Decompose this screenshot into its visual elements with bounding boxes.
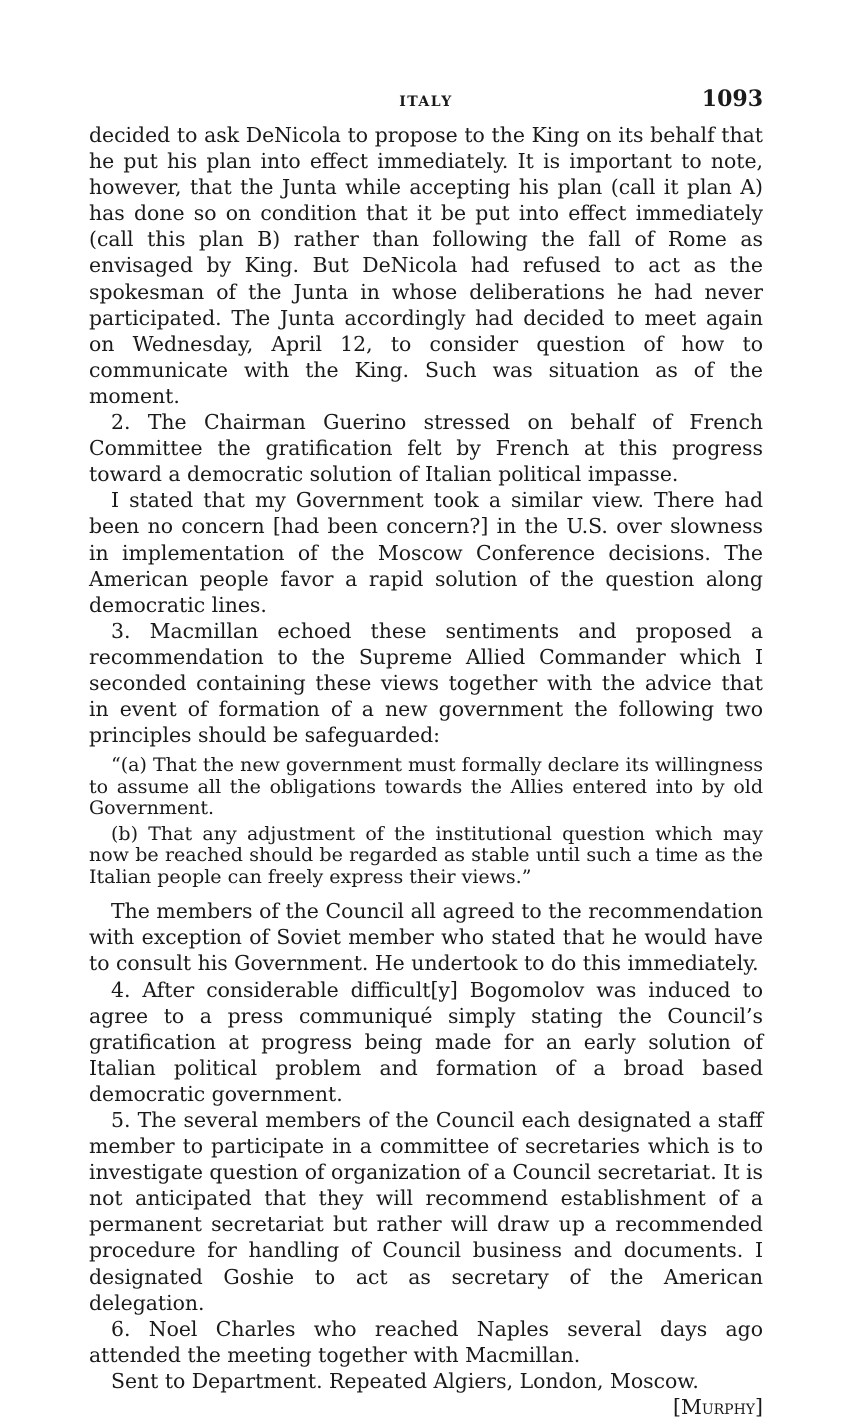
quote-item-a: “(a) That the new government must formally declare its willingness to assume all the obligations towards the Allies entered into by old Government. (89, 754, 763, 820)
body-text-continued (89, 898, 763, 1394)
paragraph-4: 4. After considerable difficult[y] Bogomolov was induced to agree to a press communiqué simply stating the Council’s gratification at progress being made for an early solution of Italian political problem and formation of a broad based democratic government. (89, 977, 763, 1106)
quote-item-b: (b) That any adjustment of the institutional question which may now be reached should be regarded as stable until such a time as the Italian people can freely express their views.” (89, 822, 763, 888)
section-title: ITALY (399, 94, 453, 110)
paragraph-5: 5. The several members of the Council each designated a staff member to participate in a committee of secretaries which is to investigate question of organization of a Council secretariat. It is not anticipated that they will recommend establishment of a permanent secretariat but rather will draw up a recommended procedure for handling of Council business and documents. I designated Goshie to act as secretary of the American delegation. (89, 1108, 763, 1315)
signature-name: [Murphy] (673, 1395, 763, 1420)
body-text (89, 122, 763, 748)
paragraph-sent: Sent to Department. Repeated Algiers, London, Moscow. (111, 1368, 699, 1393)
running-header (89, 84, 763, 122)
paragraph-statement: I stated that my Government took a similar view. There had been no concern [had been concern?] in the U.S. over slowness in implementation of the Moscow Conference decisions. The American people favor a rapid solution of the question along democratic lines. (89, 488, 763, 617)
paragraph-3: 3. Macmillan echoed these sentiments and proposed a recommendation to the Supreme Allied Commander which I seconded containing these views together with the advice that in event of formation of a new government the following two principles should be safeguarded: (89, 618, 763, 748)
paragraph-council: The members of the Council all agreed to the recommendation with exception of Soviet member who stated that he would have to consult his Government. He undertook to do this immediately. (89, 899, 763, 976)
paragraph-continuation: decided to ask DeNicola to propose to the King on its behalf that he put his plan into effect immediately. It is important to note, however, that the Junta while accepting his plan (call it plan A) has done so on condition that it be put into effect immediately (call this plan B) rather than following the fall of Rome as envisaged by King. But DeNicola had refused to act as the spokesman of the Junta in whose deliberations he had never participated. The Junta accordingly had decided to meet again on Wednesday, April 12, to consider question of how to communicate with the King. Such was situation as of the moment. (89, 123, 763, 408)
block-quote (89, 755, 763, 888)
page-number: 1093 (701, 86, 763, 112)
document-page (89, 84, 763, 1420)
paragraph-6: 6. Noel Charles who reached Naples several days ago attended the meeting together with Macmillan. (89, 1316, 763, 1367)
paragraph-2: 2. The Chairman Guerino stressed on behalf of French Committee the gratification felt by French at this progress toward a democratic solution of Italian political impasse. (89, 410, 763, 487)
signature (89, 1394, 763, 1420)
